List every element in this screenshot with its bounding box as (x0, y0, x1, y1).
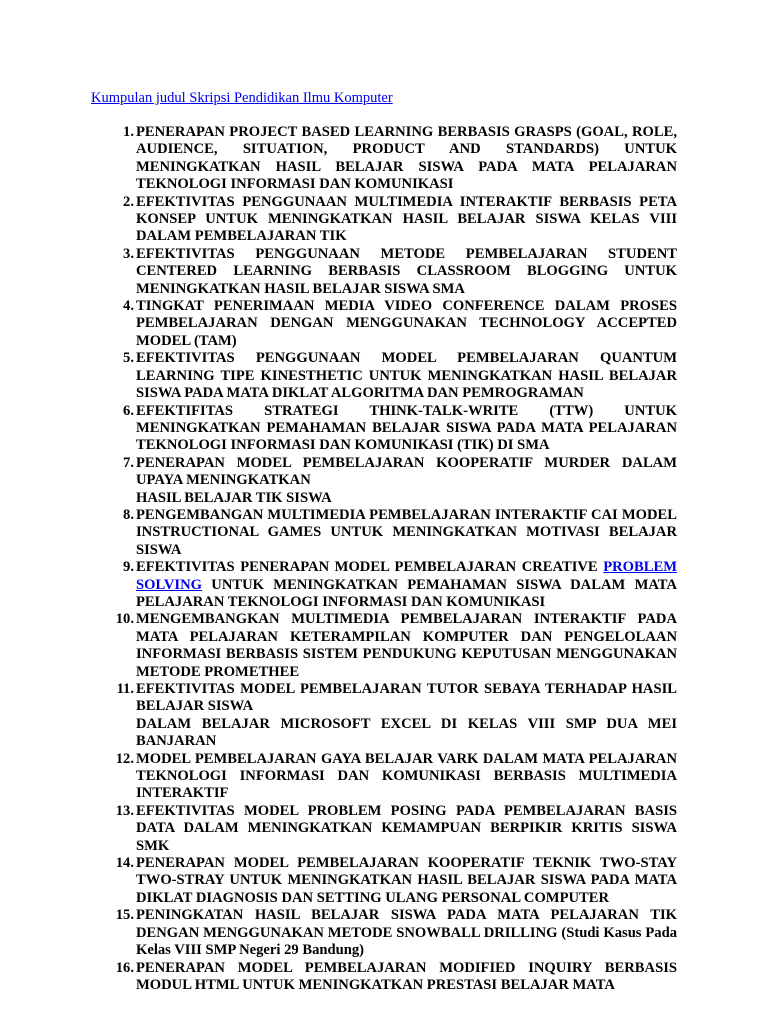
item-number: 1. (123, 124, 134, 140)
thesis-title-list (115, 124, 677, 994)
page-title-link[interactable]: Kumpulan judul Skripsi Pendidikan Ilmu Komputer (91, 90, 393, 106)
item-number: 15. (115, 907, 134, 924)
item-text: PENERAPAN MODEL PEMBELAJARAN KOOPERATIF TEKNIK TWO-STAY TWO-STRAY UNTUK MENINGKATKAN HASIL BELAJAR SISWA PADA MATA DIKLAT DIAGNOSIS DAN SETTING ULANG PERSONAL COMPUTER (136, 855, 677, 906)
item-text-line-1: PENERAPAN MODEL PEMBELAJARAN KOOPERATIF MURDER DALAM UPAYA MENINGKATKAN (136, 454, 677, 489)
list-item (115, 802, 677, 855)
list-item (115, 750, 677, 803)
list-item (115, 959, 677, 995)
item-number: 13. (115, 802, 134, 819)
item-text: TINGKAT PENERIMAAN MEDIA VIDEO CONFERENCE DALAM PROSES PEMBELAJARAN DENGAN MENGGUNAKAN TECHNOLOGY ACCEPTED MODEL (TAM) (136, 298, 677, 349)
list-item (123, 559, 677, 611)
list-item (123, 245, 677, 298)
item-number: 7. (123, 454, 134, 471)
list-item (123, 298, 677, 350)
list-item (115, 855, 677, 907)
list-item (123, 124, 677, 194)
item-text: MODEL PEMBELAJARAN GAYA BELAJAR VARK DALAM MATA PELAJARAN TEKNOLOGI INFORMASI DAN KOMUNIKASI BERBASIS MULTIMEDIA INTERAKTIF (136, 750, 677, 802)
item-text: PENERAPAN MODEL PEMBELAJARAN MODIFIED INQUIRY BERBASIS MODUL HTML UNTUK MENINGKATKAN PRESTASI BELAJAR MATA (136, 959, 677, 993)
item-text-line-2: HASIL BELAJAR TIK SISWA (136, 489, 332, 506)
item-text-before: EFEKTIVITAS PENERAPAN MODEL PEMBELAJARAN CREATIVE (136, 559, 604, 576)
list-item (123, 350, 677, 402)
item-text: PENGEMBANGAN MULTIMEDIA PEMBELAJARAN INTERAKTIF CAI MODEL INSTRUCTIONAL GAMES UNTUK MENINGKATKAN MOTIVASI BELAJAR SISWA (136, 506, 677, 558)
item-text: MENGEMBANGKAN MULTIMEDIA PEMBELAJARAN INTERAKTIF PADA MATA PELAJARAN KETERAMPILAN KOMPUTER DAN PENGELOLAAN INFORMASI BERBASIS SISTEM PENDUKUNG KEPUTUSAN MENGGUNAKAN METODE PROMETHEE (136, 611, 677, 680)
list-item (123, 402, 677, 455)
item-text: PENINGKATAN HASIL BELAJAR SISWA PADA MATA PELAJARAN TIK DENGAN MENGGUNAKAN METODE SNOWBALL DRILLING (Studi Kasus Pada Kelas VIII SMP Negeri 29 Bandung) (136, 907, 677, 959)
list-item (123, 454, 677, 507)
item-text: EFEKTIVITAS PENGGUNAAN MULTIMEDIA INTERAKTIF BERBASIS PETA KONSEP UNTUK MENINGKATKAN HASIL BELAJAR SISWA KELAS VIII DALAM PEMBELAJARAN TIK (136, 193, 677, 245)
item-text-after: UNTUK MENINGKATKAN PEMAHAMAN SISWA DALAM MATA PELAJARAN TEKNOLOGI INFORMASI DAN KOMUNIKASI (136, 576, 677, 610)
item-text: EFEKTIVITAS PENGGUNAAN MODEL PEMBELAJARAN QUANTUM LEARNING TIPE KINESTHETIC UNTUK MENINGKATKAN HASIL BELAJAR SISWA PADA MATA DIKLAT ALGORITMA DAN PEMROGRAMAN (136, 350, 677, 402)
item-text: EFEKTIFITAS STRATEGI THINK-TALK-WRITE (TTW) UNTUK MENINGKATKAN PEMAHAMAN BELAJAR SISWA PADA MATA PELAJARAN TEKNOLOGI INFORMASI DAN KOMUNIKASI (TIK) DI SMA (136, 402, 677, 454)
item-text-line-2: DALAM BELAJAR MICROSOFT EXCEL DI KELAS VIII SMP DUA MEI BANJARAN (136, 715, 677, 750)
list-item (123, 193, 677, 246)
item-text: PENERAPAN PROJECT BASED LEARNING BERBASIS GRASPS (GOAL, ROLE, AUDIENCE, SITUATION, PRODUCT AND STANDARDS) UNTUK MENINGKATKAN HASIL BELAJAR SISWA PADA MATA PELAJARAN TEKNOLOGI INFORMASI DAN KOMUNIKASI (136, 124, 677, 193)
item-number: 14. (115, 855, 134, 872)
item-number: 5. (123, 350, 134, 367)
list-item (115, 907, 677, 959)
item-number: 11. (116, 681, 134, 697)
item-number: 2. (123, 193, 134, 210)
item-number: 4. (123, 298, 134, 315)
item-number: 6. (123, 402, 134, 419)
item-number: 12. (115, 750, 134, 767)
item-number: 10. (115, 611, 134, 628)
list-item (115, 611, 677, 681)
list-item (116, 681, 677, 751)
item-text: EFEKTIVITAS MODEL PROBLEM POSING PADA PEMBELAJARAN BASIS DATA DALAM MENINGKATKAN KEMAMPUAN BERPIKIR KRITIS SISWA SMK (136, 802, 677, 854)
item-number: 8. (123, 506, 134, 523)
item-number: 9. (123, 559, 134, 576)
problem-solving-link[interactable]: PROBLEM SOLVING (136, 559, 677, 593)
item-text-line-1: EFEKTIVITAS MODEL PEMBELAJARAN TUTOR SEBAYA TERHADAP HASIL BELAJAR SISWA (136, 681, 677, 715)
item-text: EFEKTIVITAS PENGGUNAAN METODE PEMBELAJARAN STUDENT CENTERED LEARNING BERBASIS CLASSROOM BLOGGING UNTUK MENINGKATKAN HASIL BELAJAR SISWA SMA (136, 245, 677, 297)
list-item (123, 506, 677, 559)
item-number: 3. (123, 245, 134, 262)
item-number: 16. (115, 959, 134, 976)
